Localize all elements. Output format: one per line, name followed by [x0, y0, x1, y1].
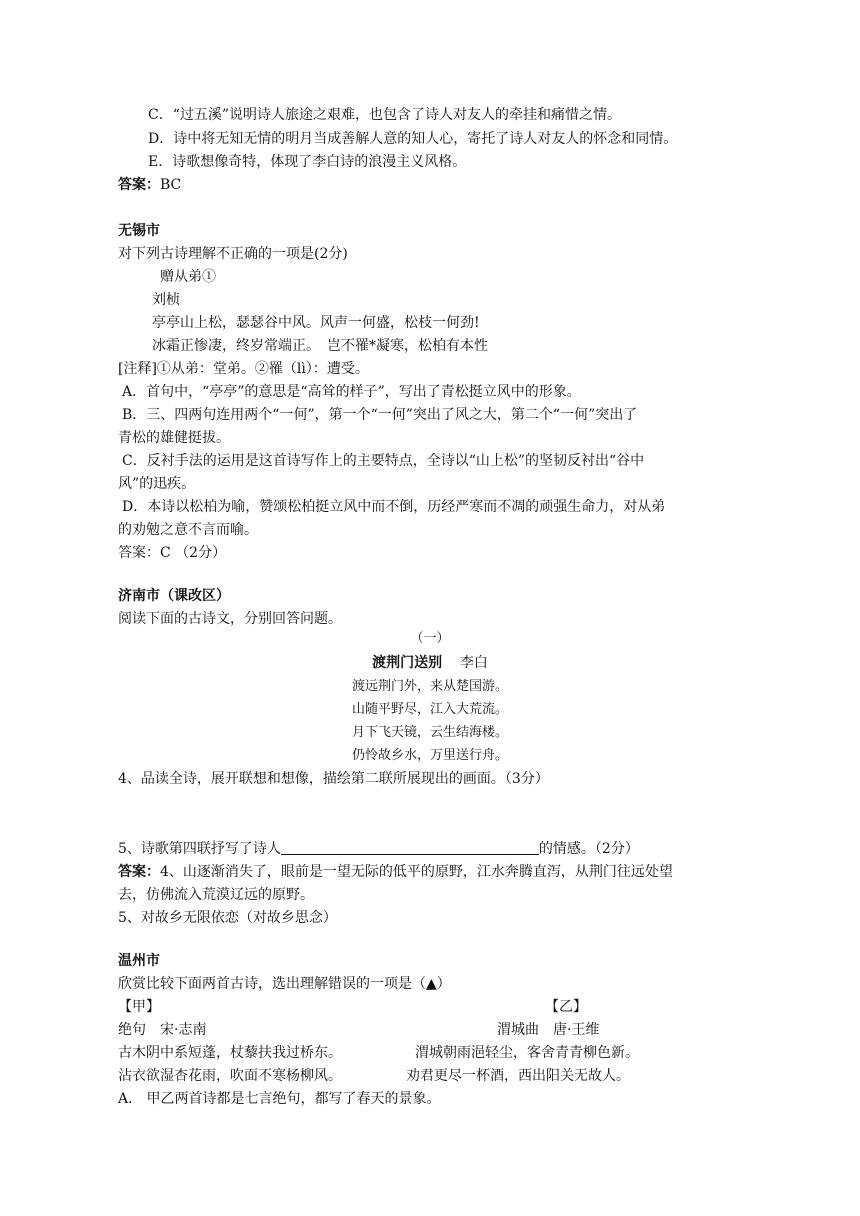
answer-4-cont: 去，仿佛流入荒漠辽远的原野。	[118, 887, 314, 903]
poem-title-line	[0, 652, 860, 674]
answer-5: 5、对故乡无限依恋（对故乡思念）	[118, 910, 337, 926]
poem-author: 刘桢	[152, 292, 180, 308]
poem-line-jia: 古木阴中系短蓬，杖藜扶我过桥东。	[118, 1045, 342, 1061]
poem-title: 赠从弟①	[160, 269, 216, 285]
poem-line: 仍怜故乡水，万里送行舟。	[351, 748, 508, 763]
answer-blank[interactable]	[281, 840, 539, 855]
poem-line-yi: 渭城朝雨浥轻尘，客舍青青柳色新。	[415, 1045, 639, 1061]
annotation-note: [注释]①从弟：堂弟。②罹（lì）：遭受。	[118, 361, 369, 377]
answer-4: 4、山逐渐消失了，眼前是一望无际的低平的原野，江水奔腾直泻，从荆门往远处望	[160, 864, 673, 880]
instruction-text: 阅读下面的古诗文，分别回答问题。	[118, 611, 342, 627]
section-heading-jinan: 济南市（课改区）	[118, 588, 230, 604]
poem-title-jia: 绝句 宋·志南	[118, 1022, 207, 1038]
section-heading-wenzhou: 温州市	[118, 953, 160, 969]
option-a: A．首句中，“亭亭”的意思是“高耸的样子”，写出了青松挺立风中的形象。	[122, 384, 581, 400]
poem-label-jia: 【甲】	[118, 999, 160, 1015]
poem-title: 渡荆门送别	[372, 655, 443, 671]
answer-value: BC	[160, 177, 182, 193]
section-number: （一）	[410, 631, 450, 646]
answer-label: 答案：	[118, 177, 160, 193]
poem-title-yi: 渭城曲 唐·王维	[497, 1022, 600, 1038]
question-5: 5、诗歌第四联抒写了诗人 的情感。（2分）	[118, 841, 639, 857]
option-c: C．反衬手法的运用是这首诗写作上的主要特点，全诗以“山上松”的坚韧反衬出“谷中	[122, 453, 645, 469]
poem-line: 山随平野尽，江入大荒流。	[351, 702, 508, 717]
poem-line-yi: 劝君更尽一杯酒，西出阳关无故人。	[406, 1068, 630, 1084]
answer-line	[118, 861, 673, 883]
answer-line	[118, 174, 181, 196]
question-4: 4、品读全诗，展开联想和想像，描绘第二联所展现出的画面。（3分）	[118, 771, 549, 787]
poem-line: 渡远荆门外，来从楚国游。	[351, 679, 508, 694]
poem-line: 月下飞天镜，云生结海楼。	[351, 725, 508, 740]
poem-line: 冰霜正惨凄，终岁常端正。 岂不罹*凝寒，松柏有本性	[152, 338, 488, 354]
option-a: A． 甲乙两首诗都是七言绝句，都写了春天的景象。	[118, 1091, 441, 1107]
option-c-cont: 风”的迅疾。	[118, 476, 196, 492]
question-text: 对下列古诗理解不正确的一项是(2分)	[118, 246, 348, 262]
question-text: 欣赏比较下面两首古诗，选出理解错误的一项是（▲）	[118, 976, 451, 992]
section-heading-wuxi: 无锡市	[118, 223, 160, 239]
poem-author: 李白	[459, 655, 488, 671]
option-b: B．三、四两句连用两个“一何”，第一个“一何”突出了风之大，第二个“一何”突出了	[122, 407, 638, 423]
option-d: D．诗中将无知无情的明月当成善解人意的知人心，寄托了诗人对友人的怀念和同情。	[148, 131, 678, 147]
poem-label-yi: 【乙】	[545, 999, 587, 1015]
option-d-cont: 的劝勉之意不言而喻。	[118, 522, 258, 538]
option-b-cont: 青松的雄健挺拔。	[118, 430, 230, 446]
option-c: C．“过五溪”说明诗人旅途之艰难，也包含了诗人对友人的牵挂和痛惜之情。	[148, 107, 622, 123]
poem-line-jia: 沾衣欲湿杏花雨，吹面不寒杨柳风。	[118, 1068, 342, 1084]
poem-line: 亭亭山上松，瑟瑟谷中风。风声一何盛，松枝一何劲!	[152, 315, 480, 331]
option-d: D．本诗以松柏为喻，赞颂松柏挺立风中而不倒，历经严寒而不凋的顽强生命力，对从弟	[122, 499, 666, 515]
answer-label: 答案：	[118, 864, 160, 880]
option-e: E．诗歌想像奇特，体现了李白诗的浪漫主义风格。	[148, 154, 467, 170]
answer-line: 答案：C （2分）	[118, 545, 227, 561]
